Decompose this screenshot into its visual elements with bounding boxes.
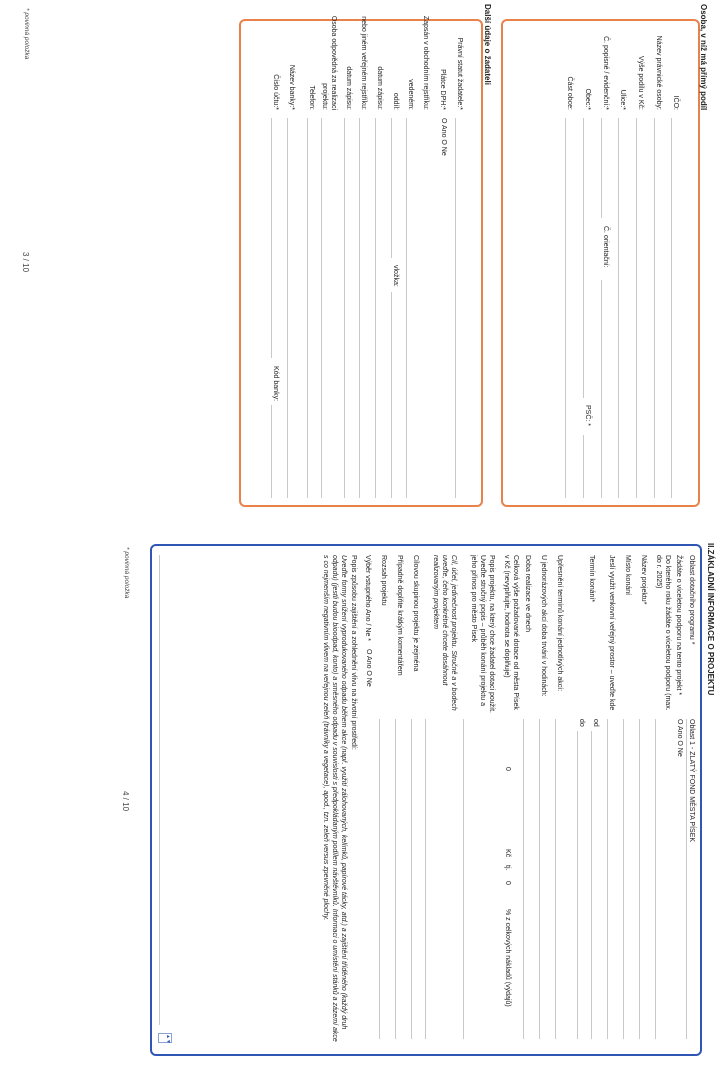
- section-label: oddíl:: [392, 92, 399, 110]
- dates-spec-label: Upřesnění termínů konání jednotlivých akcí:: [556, 555, 563, 692]
- city-part-label: Část obce:: [566, 76, 573, 110]
- ico-field[interactable]: [671, 118, 672, 498]
- phone-label: Telefon:: [308, 85, 315, 110]
- share-label: Výše podílu v Kč:: [637, 55, 644, 110]
- street-field[interactable]: [618, 118, 619, 498]
- venue-field[interactable]: [623, 719, 624, 1039]
- orient-no-label: Č. orientační:: [602, 226, 609, 268]
- venue-label: Místo konání: [624, 555, 631, 596]
- days-label: Doba realizace ve dnech: [524, 555, 531, 633]
- until-year-field[interactable]: [655, 719, 656, 1039]
- house-no-label: Č. popisné / evidenční:*: [602, 36, 609, 110]
- required-footnote: * povinná položka: [123, 547, 130, 599]
- reg-date-field[interactable]: [375, 118, 376, 498]
- multiyear-label: Žádáte o víceletou podporu na tento projekt *: [675, 555, 682, 696]
- phone-field[interactable]: [307, 118, 308, 498]
- waste-description: Uveďte formy snížení vyprodukovaného odpadu během akce (např. využití zálohovaných, kelímků, papírové tácky, atd.) a zajištění tříděného (každý druh odpadu) (jestli budou bioodpad, konto) a směsného odpadu v souvislosti s předpokládaným podílem návštěvníků. Informaci o umístění stánků a zázemí akce s co nejmenším negativním vlivem na veřejnou zeleň (trávníky a vegetace), apod., tzn. zeleň versus zpevněné plochy.: [322, 555, 347, 1042]
- total-amount-value: 0: [504, 767, 511, 771]
- goals-field[interactable]: [425, 719, 426, 1039]
- section-ownership-title: Osoba, v níž má přímý podíl: [699, 4, 708, 111]
- duration-field[interactable]: [539, 719, 540, 1039]
- project-name-label: Název projektu*: [640, 555, 647, 605]
- dates-spec-field[interactable]: [555, 719, 556, 1039]
- ie-label: tj.: [504, 865, 511, 871]
- section-applicant-title: Další údaje o žadateli: [483, 4, 492, 85]
- vat-payer-label: Plátce DPH:*: [439, 69, 446, 110]
- usage-field[interactable]: [463, 719, 464, 1039]
- bank-code-field[interactable]: [271, 405, 272, 498]
- entry-label: Výběr vstupného Ano / Ne *: [364, 555, 371, 641]
- page-number: 4 / 10: [121, 791, 130, 812]
- legal-status-label: Právní statut žadatele:*: [456, 37, 463, 110]
- pct-value: 0: [504, 881, 511, 885]
- zip-field[interactable]: [583, 435, 584, 498]
- project-section-title: II.ZÁKLADNÍ INFORMACE O PROJEKTU: [706, 543, 715, 696]
- waste-field[interactable]: [159, 555, 160, 1025]
- page-number: 3 / 10: [21, 252, 30, 273]
- target-field[interactable]: [411, 719, 412, 1039]
- vat-payer-radio[interactable]: O Ano O Ne: [440, 118, 447, 156]
- pct-note: % z celkových nákladů (výdajů): [504, 909, 511, 1007]
- insert-field[interactable]: [391, 292, 392, 498]
- comment-field[interactable]: [395, 719, 396, 1039]
- responsible-label: Osoba odpovědná za realizaci projektu:: [321, 15, 337, 110]
- program-area-field[interactable]: [686, 719, 687, 1039]
- target-label: Cílovou skupinou projektu je zejména: [412, 555, 419, 672]
- insert-label: vložka:: [392, 265, 399, 287]
- project-section-frame: [150, 544, 702, 1056]
- project-name-field[interactable]: [639, 719, 640, 1039]
- dates-label: Termín konání*: [588, 555, 595, 603]
- account-no-label: Číslo účtu:*: [272, 74, 279, 110]
- other-date-field[interactable]: [344, 118, 345, 498]
- city-part-field[interactable]: [565, 118, 566, 498]
- zip-label: PSČ: *: [584, 405, 591, 427]
- legal-status-field[interactable]: [455, 118, 456, 498]
- account-no-field[interactable]: [271, 118, 272, 358]
- date-to-label: do: [578, 719, 585, 727]
- program-area-value[interactable]: Oblast 1 - ZLATÝ FOND MĚSTA PÍSEK: [688, 719, 695, 843]
- program-area-label: Oblast dotačního programu *: [688, 555, 695, 645]
- entry-radio[interactable]: O Ano O Ne: [365, 649, 372, 687]
- page-3: [0, 0, 720, 538]
- other-registry-label: nebo jiném veřejném rejstříku:: [360, 16, 367, 110]
- waste-label: Popis způsobu zajištění a zohlednění vlivu na životní prostředí:: [350, 555, 357, 750]
- responsible-field[interactable]: [321, 118, 322, 498]
- public-space-field[interactable]: [607, 719, 608, 1039]
- total-amount-label: Celková výše požadované dotace od města Písek v Kč (nevyplňujte, hodnota se doplňuje): [503, 555, 519, 710]
- currency-label: Kč: [504, 849, 511, 858]
- house-no-field[interactable]: [601, 118, 602, 218]
- street-label: Ulice:*: [619, 89, 626, 110]
- scope-label: Rozsah projektu: [380, 555, 387, 606]
- ico-label: IČO:: [672, 95, 679, 110]
- kept-at-label: vedeném:: [407, 79, 414, 110]
- bank-name-field[interactable]: [287, 118, 288, 498]
- city-label: Obec:*: [584, 88, 591, 110]
- company-name-label: Název právnické osoby:: [655, 35, 662, 110]
- until-year-label: Do kterého roku žádáte o víceletou podporu (max. do r. 2025): [655, 555, 671, 711]
- public-space-label: Jeslí využít venkovní veřejný prostor – uveďte kde: [608, 555, 615, 711]
- other-registry-field[interactable]: [359, 118, 360, 498]
- bank-name-label: Název banky:*: [288, 64, 295, 110]
- date-to-field[interactable]: [577, 731, 578, 1039]
- usage-label: Popis projektu, na který chce žadatel dotaci použít. Uveďte stručný popis – průběh konání projektu a jeho přínos pro město Písek: [470, 555, 495, 713]
- company-name-field[interactable]: [654, 118, 655, 498]
- registry-label: Zapsán v obchodním rejstříku:: [422, 15, 429, 110]
- goals-label: Cíl, účel, jedinečnost projektu. Stručně a v bodech uveďte, čeho konkrétně chcete dosáhnout realizovaným projektem: [432, 555, 457, 711]
- section-field[interactable]: [391, 118, 392, 258]
- bank-code-label: Kód banky:: [272, 366, 279, 402]
- days-field[interactable]: [523, 719, 524, 1039]
- city-field[interactable]: [583, 118, 584, 398]
- other-date-label: datum zápisu:: [345, 66, 352, 110]
- scope-field[interactable]: [379, 719, 380, 1039]
- multiyear-radio[interactable]: O Ano O Ne: [676, 719, 683, 757]
- reg-date-label: datum zápisu:: [376, 66, 383, 110]
- required-footnote: * povinná položka: [23, 8, 30, 60]
- orient-no-field[interactable]: [601, 280, 602, 498]
- duration-label: U jednorázových akcí doba trvání v hodinách:: [540, 555, 547, 697]
- share-field[interactable]: [636, 118, 637, 498]
- date-from-label: od: [592, 719, 599, 727]
- comment-label: Případně doplňte krátkým komentářem: [396, 555, 403, 676]
- date-from-field[interactable]: [591, 731, 592, 1039]
- kept-at-field[interactable]: [406, 118, 407, 498]
- stepper-arrows-icon[interactable]: ▲▼: [158, 1033, 172, 1043]
- page-4: [0, 539, 720, 1077]
